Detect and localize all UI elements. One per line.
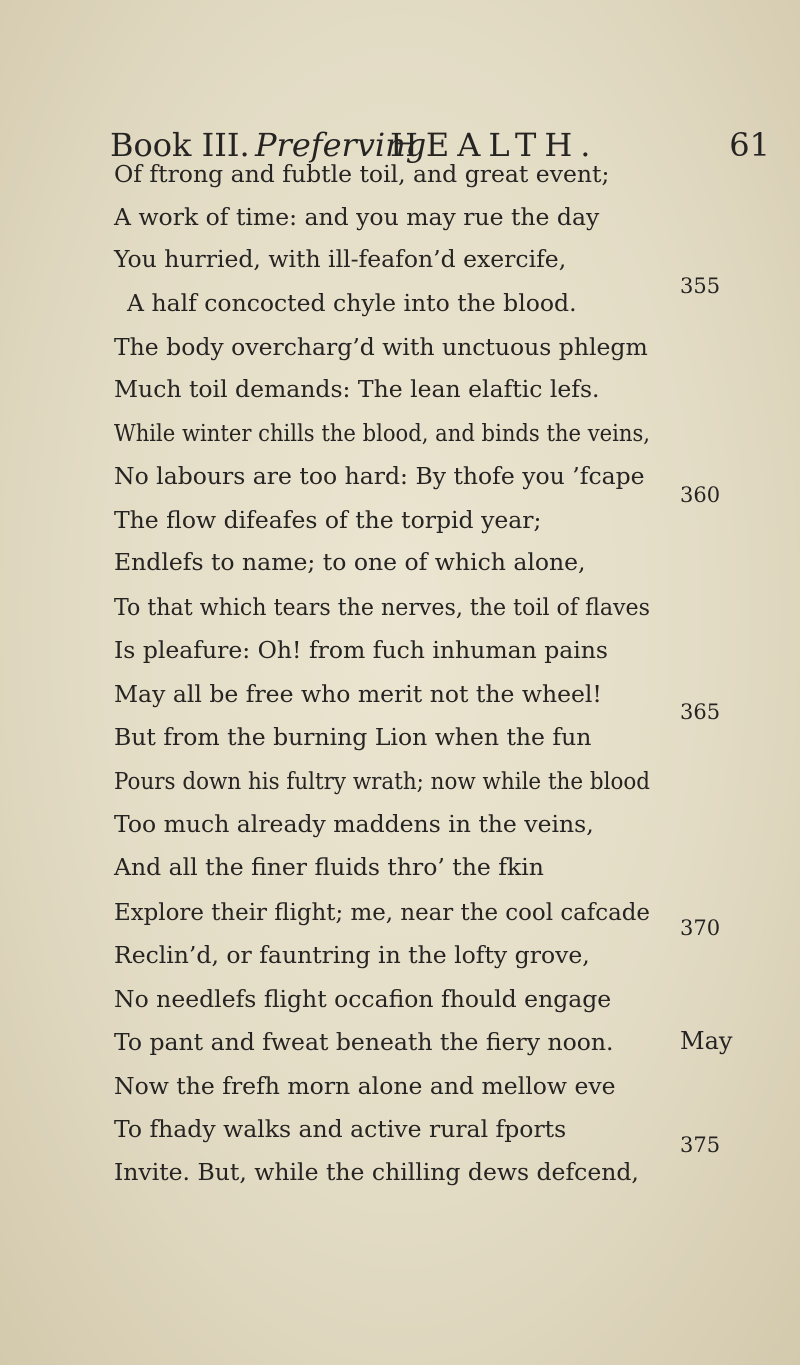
catchword: May [680, 1027, 733, 1055]
verse-text: Too much already maddens in the veins, [114, 810, 594, 838]
verse-line [0, 544, 800, 580]
verse-text: While winter chills the blood, and binds the veins, [114, 419, 650, 447]
verse-text: Endlefs to name; to one of which alone, [114, 548, 586, 576]
verse-text: Reclin’d, or fauntring in the lofty grove, [114, 941, 590, 969]
verse-text: Much toil demands: The lean elaftic lefs. [114, 375, 600, 403]
line-number: 370 [680, 916, 721, 940]
running-head-book: Book III. [110, 126, 250, 164]
verse-text: And all the finer fluids thro’ the fkin [114, 853, 544, 881]
verse-line [0, 285, 800, 321]
running-head-subject: HEALTH. [390, 126, 599, 164]
verse-line [0, 981, 800, 1017]
verse-text: Of ftrong and fubtle toil, and great event; [114, 160, 610, 188]
verse-text: But from the burning Lion when the fun [114, 723, 592, 751]
verse-text: Is pleafure: Oh! from fuch inhuman pains [114, 636, 608, 664]
line-number: 360 [680, 483, 721, 507]
verse-text: May all be free who merit not the wheel! [114, 680, 602, 708]
line-number: 365 [680, 700, 721, 724]
verse-line [0, 1154, 800, 1190]
verse-text: The body overcharg’d with unctuous phlegm [114, 333, 648, 361]
verse-text: Pours down his fultry wrath; now while the blood [114, 767, 650, 795]
verse-text: You hurried, with ill-feafon’d exercife, [114, 245, 567, 273]
verse-line [0, 199, 800, 235]
verse-text: A work of time: and you may rue the day [114, 203, 600, 231]
verse-text: Now the frefh morn alone and mellow eve [114, 1072, 616, 1100]
verse-text: No needlefs flight occafion fhould engage [114, 985, 612, 1013]
verse-line [0, 632, 800, 668]
verse-text: No labours are too hard: By thofe you ’fcape [114, 462, 645, 490]
line-number: 375 [680, 1133, 721, 1157]
verse-line [0, 415, 800, 451]
page-number: 61 [729, 126, 770, 164]
verse-line [0, 1068, 800, 1104]
verse-line [0, 763, 800, 799]
verse-text: The flow difeafes of the torpid year; [114, 506, 542, 534]
verse-text: Invite. But, while the chilling dews defcend, [114, 1158, 639, 1186]
verse-text: To fhady walks and active rural fports [114, 1115, 567, 1143]
verse-line [0, 589, 800, 625]
line-number: 355 [680, 274, 721, 298]
verse-line [0, 156, 800, 192]
verse-line [0, 329, 800, 365]
verse-text: To that which tears the nerves, the toil of flaves [114, 593, 650, 621]
verse-line [0, 719, 800, 755]
verse-text: A half concocted chyle into the blood. [127, 289, 577, 317]
verse-line [0, 849, 800, 885]
verse-text: To pant and fweat beneath the fiery noon. [114, 1028, 614, 1056]
verse-text: Explore their flight; me, near the cool cafcade [114, 898, 650, 926]
running-head-title: Preferving [255, 126, 427, 164]
verse-line [0, 371, 800, 407]
verse-line [0, 937, 800, 973]
verse-line [0, 502, 800, 538]
verse-line [0, 806, 800, 842]
